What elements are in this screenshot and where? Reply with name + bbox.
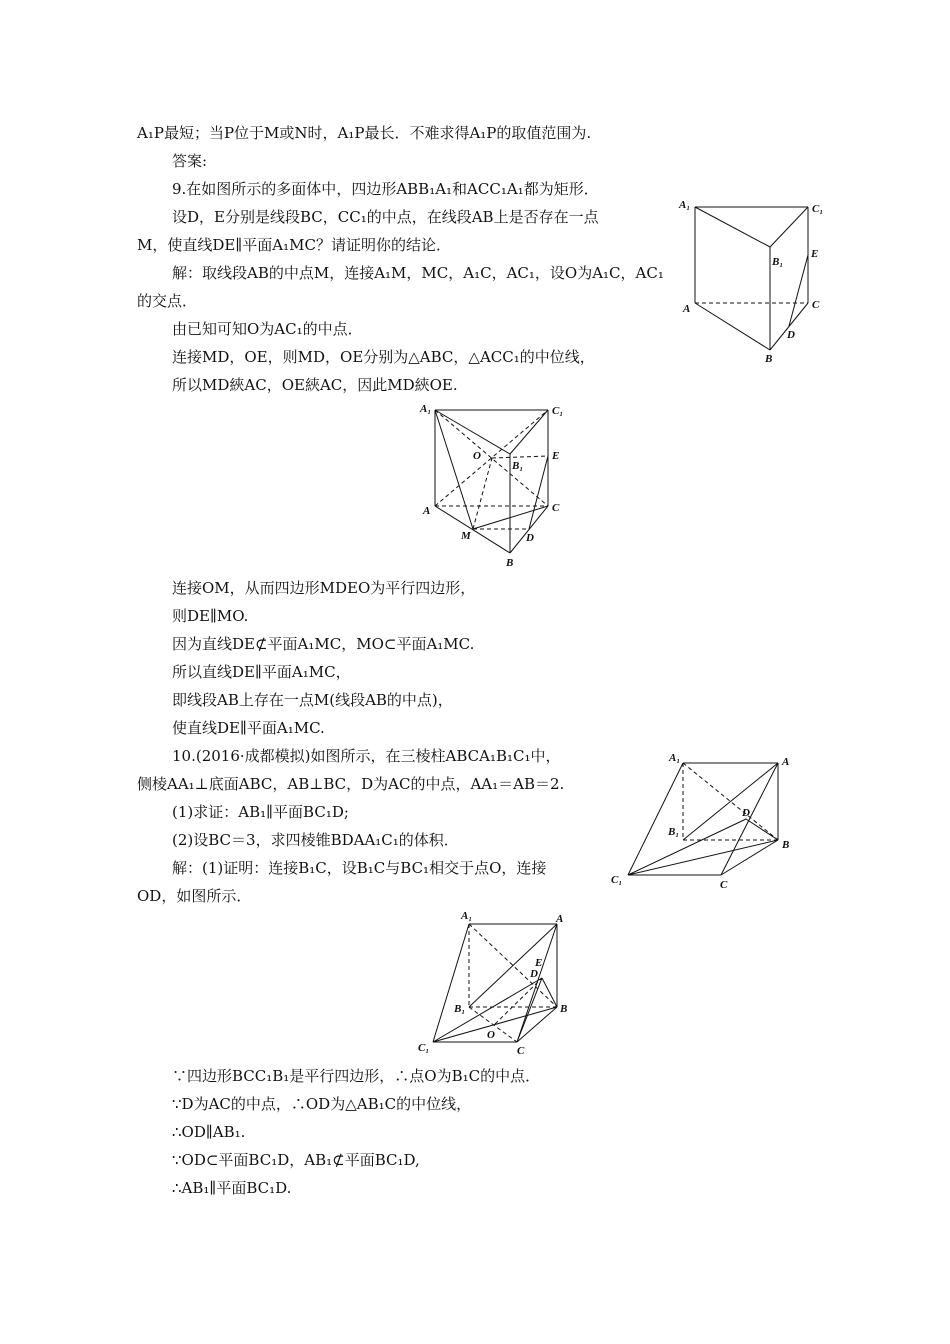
label-C: C	[720, 879, 728, 891]
text-line: (2)设BC＝3，求四棱锥BDAA₁C₁的体积．	[172, 831, 459, 849]
label-C: C	[552, 502, 560, 514]
label-D: D	[742, 807, 750, 819]
label-A: A	[782, 756, 790, 768]
text-line: 则DE∥MO.	[172, 607, 249, 625]
text-line: A₁P最短；当P位于M或N时，A₁P最长．不难求得A₁P的取值范围为.	[137, 124, 592, 142]
text-line: ∴OD∥AB₁.	[172, 1123, 246, 1141]
text-line: 连接MD，OE，则MD，OE分别为△ABC，△ACC₁的中位线，	[172, 348, 595, 366]
label-A: A	[423, 505, 431, 517]
label-C: C	[517, 1045, 525, 1057]
prism-figure-2	[418, 398, 573, 570]
text-line: 因为直线DE⊄平面A₁MC，MO⊂平面A₁MC.	[172, 635, 475, 653]
label-E: E	[552, 450, 560, 462]
text-line: 连接OM，从而四边形MDEO为平行四边形，	[172, 579, 476, 597]
text-line: 设D，E分别是线段BC，CC₁的中点，在线段AB上是否存在一点	[172, 208, 599, 226]
label-E: E	[535, 957, 543, 969]
label-C1: C₁	[418, 1042, 430, 1054]
problem-9-title: 9.在如图所示的多面体中，四边形ABB₁A₁和ACC₁A₁都为矩形．	[172, 180, 599, 198]
text-line: 侧棱AA₁⊥底面ABC，AB⊥BC，D为AC的中点，AA₁＝AB＝2.	[137, 775, 565, 793]
label-A: A	[556, 913, 564, 925]
label-B: B	[765, 353, 773, 365]
prism-figure-3	[608, 745, 798, 890]
label-B: B	[560, 1003, 568, 1015]
label-B: B	[506, 557, 514, 569]
label-B1: B₁	[454, 1003, 466, 1015]
text-line: 解：取线段AB的中点M，连接A₁M，MC，A₁C，AC₁，设O为A₁C，AC₁	[172, 264, 664, 282]
prism-figure-1	[675, 195, 835, 370]
text-line: M，使直线DE∥平面A₁MC？请证明你的结论．	[137, 236, 451, 254]
text-line: ∵四边形BCC₁B₁是平行四边形，∴点O为B₁C的中点．	[172, 1067, 541, 1085]
label-C1: C₁	[812, 203, 824, 215]
label-B: B	[782, 839, 790, 851]
text-line: 所以直线DE∥平面A₁MC，	[172, 663, 351, 681]
text-line: 使直线DE∥平面A₁MC.	[172, 719, 325, 737]
label-B1: B₁	[772, 256, 784, 268]
label-M: M	[461, 530, 471, 542]
label-D: D	[787, 329, 795, 341]
text-line: 由已知可知O为AC₁的中点．	[172, 320, 363, 338]
label-C1: C₁	[611, 874, 623, 886]
label-A1: A₁	[679, 199, 691, 211]
label-B1: B₁	[512, 460, 524, 472]
label-C: C	[812, 299, 820, 311]
text-line: 的交点．	[137, 292, 198, 310]
label-O: O	[487, 1029, 495, 1041]
problem-10-title: 10.(2016·成都模拟)如图所示，在三棱柱ABCA₁B₁C₁中，	[172, 747, 561, 765]
label-E: E	[811, 248, 819, 260]
prism-figure-4	[417, 906, 577, 1056]
label-A1: A₁	[461, 910, 473, 922]
label-C1: C₁	[552, 405, 564, 417]
label-A1: A₁	[420, 403, 432, 415]
label-A1: A₁	[669, 752, 681, 764]
text-line: ∴AB₁∥平面BC₁D.	[172, 1179, 292, 1197]
label-B1: B₁	[668, 826, 680, 838]
text-line: OD，如图所示．	[137, 887, 252, 905]
text-line: 答案:	[172, 152, 208, 170]
text-line: (1)求证：AB₁∥平面BC₁D;	[172, 803, 349, 821]
label-A: A	[683, 303, 691, 315]
label-D: D	[526, 532, 534, 544]
text-line: 即线段AB上存在一点M(线段AB的中点)，	[172, 691, 453, 709]
text-line: ∵D为AC的中点，∴OD为△AB₁C的中位线，	[172, 1095, 472, 1113]
text-line: 解：(1)证明：连接B₁C，设B₁C与BC₁相交于点O，连接	[172, 859, 547, 877]
text-line: ∵OD⊂平面BC₁D，AB₁⊄平面BC₁D,	[172, 1151, 420, 1169]
label-O: O	[473, 450, 481, 462]
text-line: 所以MD綊AC，OE綊AC，因此MD綊OE.	[172, 376, 458, 394]
label-D: D	[530, 968, 538, 980]
